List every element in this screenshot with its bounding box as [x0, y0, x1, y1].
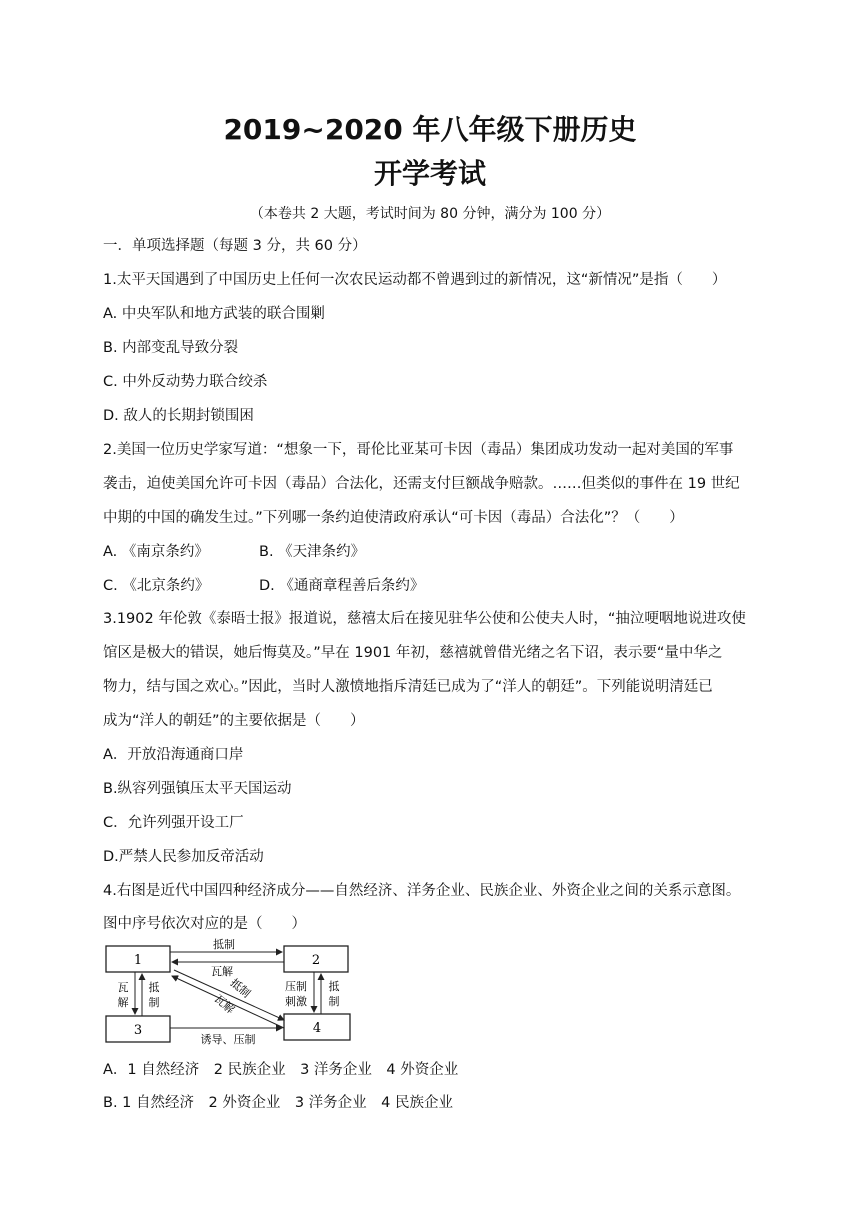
question-3-stem-line2: 馆区是极大的错误，她后悔莫及。”早在 1901 年初，慈禧就曾借光绪之名下诏，表示要“量中华之 — [103, 645, 723, 661]
question-4-option-b: B. 1 自然经济 2 外资企业 3 洋务企业 4 民族企业 — [103, 1095, 454, 1111]
label-right-zhi: 制 — [328, 995, 340, 1008]
question-3-option-b: B.纵容列强镇压太平天国运动 — [103, 781, 292, 797]
label-left-zhi: 制 — [148, 996, 160, 1009]
label-diagonal-disintegrate: 瓦解 — [211, 992, 237, 1017]
question-2-stem-line3: 中期的中国的确发生过。”下列哪一条约迫使清政府承认“可卡因（毒品）合法化”？（ ） — [103, 510, 684, 526]
question-2-option-b: B. 《天津条约》 — [259, 544, 366, 560]
label-right-di: 抵 — [328, 980, 340, 993]
question-4-option-a: A．1 自然经济 2 民族企业 3 洋务企业 4 外资企业 — [103, 1062, 459, 1078]
section-heading: 一．单项选择题（每题 3 分，共 60 分） — [103, 238, 367, 254]
question-3-option-c: C．允许列强开设工厂 — [103, 815, 244, 831]
question-2-stem-line2: 袭击，迫使美国允许可卡因（毒品）合法化，还需支付巨额战争赔款。……但类似的事件在 19 世纪 — [103, 476, 740, 492]
diagram-box-2-label: 2 — [311, 953, 321, 968]
label-diagonal-resist: 抵制 — [227, 976, 253, 1001]
diagram-box-1-label: 1 — [133, 953, 143, 968]
question-3-stem-line4: 成为“洋人的朝廷”的主要依据是（ ） — [103, 713, 365, 729]
question-1-option-a: A. 中央军队和地方武装的联合围剿 — [103, 306, 325, 322]
economy-relationship-diagram — [100, 936, 362, 1048]
question-2-option-d: D. 《通商章程善后条约》 — [259, 578, 425, 594]
question-1-option-b: B. 内部变乱导致分裂 — [103, 340, 239, 356]
exam-title: 2019~2020 年八年级下册历史 — [223, 113, 637, 146]
diagram-box-4-label: 4 — [312, 1021, 322, 1036]
question-4-stem-line1: 4.右图是近代中国四种经济成分——自然经济、洋务企业、民族企业、外资企业之间的关系示意图。 — [103, 883, 741, 899]
question-2-stem-line1: 2.美国一位历史学家写道：“想象一下，哥伦比亚某可卡因（毒品）集团成功发动一起对美国的军事 — [103, 442, 734, 458]
question-3-stem-line1: 3.1902 年伦敦《泰晤士报》报道说，慈禧太后在接见驻华公使和公使夫人时，“抽泣哽咽地说进攻使 — [103, 611, 746, 627]
question-1-option-c: C. 中外反动势力联合绞杀 — [103, 374, 268, 390]
exam-subtitle-title: 开学考试 — [373, 157, 486, 190]
label-right-suppress: 压制 — [285, 980, 307, 993]
label-top-disintegrate: 瓦解 — [211, 965, 233, 978]
question-3-stem-line3: 物力，结与国之欢心。”因此，当时人激愤地指斥清廷已成为了“洋人的朝廷”。下列能说明清廷已 — [103, 679, 713, 695]
question-3-option-d: D.严禁人民参加反帝活动 — [103, 849, 264, 865]
label-left-wa: 瓦 — [117, 981, 129, 994]
diagram-box-3-label: 3 — [133, 1023, 143, 1038]
question-1-option-d: D. 敌人的长期封锁围困 — [103, 408, 254, 424]
label-left-jie: 解 — [117, 996, 129, 1009]
question-1-stem: 1.太平天国遇到了中国历史上任何一次农民运动都不曾遇到过的新情况，这“新情况”是指（ ） — [103, 272, 727, 288]
label-left-di: 抵 — [148, 981, 160, 994]
question-4-stem-line2: 图中序号依次对应的是（ ） — [103, 916, 306, 932]
question-3-option-a: A．开放沿海通商口岸 — [103, 747, 244, 763]
question-2-option-c: C. 《北京条约》 — [103, 578, 210, 594]
question-2-option-a: A. 《南京条约》 — [103, 544, 209, 560]
label-right-stimulate: 刺激 — [285, 995, 307, 1008]
label-bottom-induce-suppress: 诱导、压制 — [200, 1033, 256, 1046]
label-top-resist: 抵制 — [213, 938, 235, 951]
exam-instructions: （本卷共 2 大题，考试时间为 80 分钟，满分为 100 分） — [249, 206, 611, 222]
